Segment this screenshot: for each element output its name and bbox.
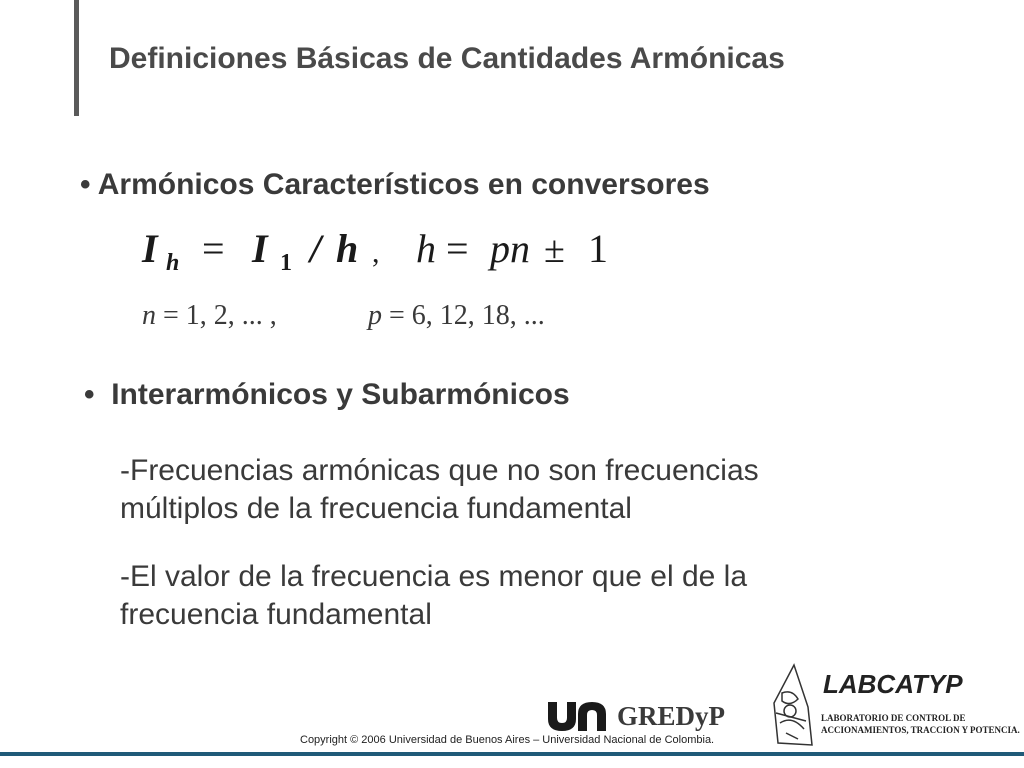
formula-rhs-sub: 1 [280, 250, 292, 276]
title-accent-bar [74, 0, 79, 116]
formula-equals: = [202, 226, 225, 271]
formula-divide: / [310, 226, 322, 271]
heading-text: Interarmónicos y Subarmónicos [111, 378, 570, 411]
labcatyp-subtitle-line1: LABORATORIO DE CONTROL DE [821, 713, 966, 723]
formula-lhs-sub: h [166, 250, 180, 276]
footer-divider [0, 752, 1024, 756]
copyright-text: Copyright © 2006 Universidad de Buenos Aires – Universidad Nacional de Colombia. [300, 734, 715, 746]
formula-pn: pn [490, 226, 530, 271]
bullet-dot: • [80, 168, 91, 201]
n-values-text: = 1, 2, ... , [156, 300, 277, 331]
gredyp-logo-text: GREDyP [617, 701, 725, 731]
bullet-heading-interarmonicos [84, 378, 570, 412]
formula-lhs-var: I [142, 226, 158, 271]
un-logo-icon [546, 698, 606, 732]
labcatyp-title: LABCATYP [823, 669, 963, 699]
harmonic-formula [140, 222, 630, 278]
labcatyp-subtitle-line2: ACCIONAMIENTOS, TRACCION Y POTENCIA. [821, 725, 1020, 735]
sub-point-1: -Frecuencias armónicas que no son frecuencias múltiplos de la frecuencia fundamental [120, 454, 759, 525]
formula-plus-minus: ± [544, 229, 565, 271]
p-var: p [368, 300, 382, 331]
slide-title: Definiciones Básicas de Cantidades Armónicas [109, 42, 785, 75]
bullet-heading-armonicos [80, 168, 710, 202]
p-values [368, 300, 545, 332]
n-values [142, 300, 277, 332]
p-values-text: = 6, 12, 18, ... [382, 300, 545, 331]
n-var: n [142, 300, 156, 331]
bullet-dot: • [84, 378, 95, 411]
labcatyp-seal-icon [768, 663, 816, 747]
formula-one: 1 [588, 226, 608, 271]
sub-point-2: -El valor de la frecuencia es menor que el de la frecuencia fundamental [120, 560, 748, 631]
formula-h-equals: = [446, 226, 469, 271]
formula-h-var: h [416, 226, 436, 271]
heading-text: Armónicos Característicos en conversores [97, 168, 710, 201]
formula-rhs-den: h [336, 226, 359, 271]
formula-rhs-var: I [252, 226, 268, 271]
labcatyp-subtitle [821, 712, 1020, 736]
formula-comma: , [372, 236, 380, 269]
